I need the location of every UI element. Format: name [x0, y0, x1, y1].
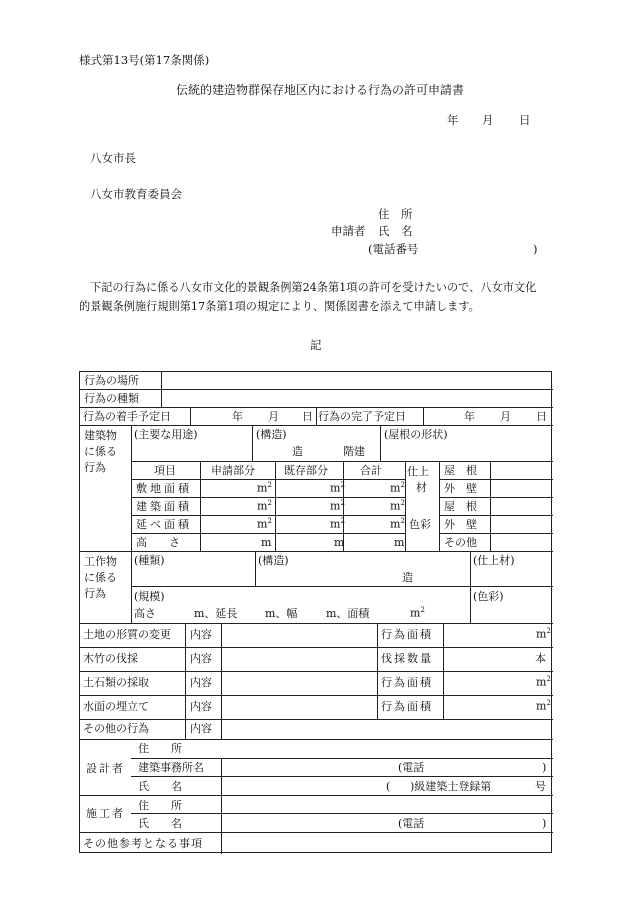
license-open: ( — [386, 780, 391, 793]
license-go: 号 — [535, 780, 546, 793]
designer-office: 建築事務所名 — [138, 761, 204, 774]
col-apply: 申請部分 — [211, 464, 255, 477]
builder-address: 住 所 — [138, 799, 182, 812]
date-day: 日 — [519, 113, 531, 127]
label-area: m、面積 — [326, 607, 370, 620]
label-bamboo-cut: 木竹の伐採 — [83, 652, 138, 665]
unit-m2: $m^2$ — [536, 675, 551, 689]
row-building-area: 建築面積 — [136, 500, 192, 513]
label-zou-2: 造 — [402, 571, 413, 584]
structure-label-1: 工作物 — [84, 555, 117, 568]
label-act-area: 行為面積 — [381, 700, 433, 713]
end-month: 月 — [500, 410, 511, 423]
ki-heading: 記 — [310, 338, 322, 352]
unit-m2: $m^2$ — [390, 517, 405, 531]
body-line-2: 的景観条例施行規則第17条第1項の規定により、関係図書を添えて申請します。 — [79, 300, 480, 313]
designer-name: 氏 名 — [138, 780, 182, 793]
row-height: 高 さ — [136, 536, 180, 549]
label-finish-1: 仕上 — [407, 465, 429, 478]
license-text: )級建築士登録第 — [410, 780, 492, 793]
label-color: 色彩 — [409, 518, 431, 531]
label-other: その他 — [444, 536, 477, 549]
unit-m2: $m^2$ — [536, 627, 551, 641]
building-label-3: 行為 — [84, 461, 106, 474]
label-structure-2: (構造) — [258, 554, 289, 567]
address-label: 住 所 — [378, 207, 413, 221]
label-width: m、幅 — [265, 607, 298, 620]
unit-m2: $m^2$ — [257, 517, 272, 531]
label-designer: 設計者 — [86, 762, 125, 775]
unit-m2: $m^2$ — [330, 499, 345, 513]
label-content: 内容 — [190, 676, 212, 689]
label-structure: (構造) — [256, 428, 287, 441]
date-year: 年 — [447, 113, 459, 127]
label-roof-2: 屋 根 — [444, 500, 477, 513]
start-year: 年 — [232, 410, 243, 423]
col-total: 合計 — [360, 464, 382, 477]
label-length: m、延長 — [194, 607, 238, 620]
end-day: 日 — [536, 410, 547, 423]
application-form-table — [79, 371, 552, 853]
builder-tel-close: ) — [542, 817, 547, 830]
form-number: 様式第13号(第17条関係) — [79, 53, 210, 67]
unit-m2: $m^2$ — [390, 481, 405, 495]
label-cut-qty: 伐採数量 — [381, 652, 433, 665]
col-exist: 既存部分 — [284, 464, 328, 477]
start-month: 月 — [268, 410, 279, 423]
label-height: 高さ — [134, 607, 156, 620]
phone-label: (電話番号 — [368, 242, 419, 256]
unit-m2: $m^2$ — [390, 499, 405, 513]
label-water-fill: 水面の埋立て — [83, 700, 149, 713]
structure-label-3: 行為 — [84, 587, 106, 600]
label-type: 行為の種類 — [84, 392, 139, 405]
builder-tel-open: (電話 — [398, 817, 425, 830]
designer-tel-close: ) — [542, 761, 547, 774]
label-act-area: 行為面積 — [381, 628, 433, 641]
unit-m: m — [261, 536, 272, 549]
addressee-mayor: 八女市長 — [90, 151, 136, 165]
row-floor-area: 延べ面積 — [136, 518, 192, 531]
label-content: 内容 — [190, 652, 212, 665]
label-start-date: 行為の着手予定日 — [83, 410, 171, 423]
end-year: 年 — [464, 410, 475, 423]
label-roof-shape: (屋根の形状) — [384, 428, 448, 441]
date-month: 月 — [482, 113, 494, 127]
label-kind: (種類) — [134, 554, 165, 567]
label-act-area: 行為面積 — [381, 676, 433, 689]
label-land-change: 土地の形質の変更 — [83, 628, 171, 641]
label-place: 行為の場所 — [84, 374, 139, 387]
label-main-use: (主要な用途) — [134, 428, 198, 441]
label-wall-1: 外 壁 — [444, 482, 477, 495]
label-roof-1: 屋 根 — [444, 464, 477, 477]
label-zou: 造 — [292, 445, 303, 458]
unit-m2: $m^2$ — [410, 606, 425, 620]
building-label-1: 建築物 — [84, 429, 117, 442]
label-builder: 施工者 — [86, 807, 125, 820]
unit-m: m — [394, 536, 405, 549]
label-soil: 土石類の採取 — [83, 676, 149, 689]
unit-m2: $m^2$ — [330, 481, 345, 495]
designer-tel-open: (電話 — [398, 761, 425, 774]
label-finish-2: 材 — [416, 481, 427, 494]
applicant-label: 申請者 — [331, 224, 366, 238]
phone-close: ) — [533, 242, 538, 256]
col-item: 項目 — [154, 464, 176, 477]
name-label: 氏 名 — [378, 224, 413, 238]
label-content: 内容 — [190, 722, 212, 735]
unit-m2: $m^2$ — [330, 517, 345, 531]
structure-label-2: に係る — [84, 571, 117, 584]
unit-m2: $m^2$ — [257, 481, 272, 495]
unit-m2: $m^2$ — [257, 499, 272, 513]
label-content: 内容 — [190, 628, 212, 641]
building-label-2: に係る — [84, 445, 117, 458]
label-scale: (規模) — [134, 590, 165, 603]
addressee-board: 八女市教育委員会 — [90, 187, 182, 201]
unit-m: m — [334, 536, 345, 549]
page-title: 伝統的建造物群保存地区内における行為の許可申請書 — [176, 83, 465, 97]
label-floors: 階建 — [343, 445, 365, 458]
label-color-2: (色彩) — [473, 590, 504, 603]
label-wall-2: 外 壁 — [444, 518, 477, 531]
label-other-act: その他の行為 — [83, 722, 149, 735]
body-line-1: 下記の行為に係る八女市文化的景観条例第24条第1項の許可を受けたいので、八女市文化 — [90, 281, 537, 294]
designer-address: 住 所 — [138, 742, 182, 755]
label-content: 内容 — [190, 700, 212, 713]
label-finish-material: (仕上材) — [473, 554, 515, 567]
unit-m2: $m^2$ — [536, 699, 551, 713]
row-site-area: 敷地面積 — [136, 482, 192, 495]
start-day: 日 — [302, 410, 313, 423]
label-remarks: その他参考となる事項 — [83, 837, 203, 850]
builder-name: 氏 名 — [138, 817, 182, 830]
unit-hon: 本 — [535, 652, 546, 665]
label-end-date: 行為の完了予定日 — [318, 410, 406, 423]
